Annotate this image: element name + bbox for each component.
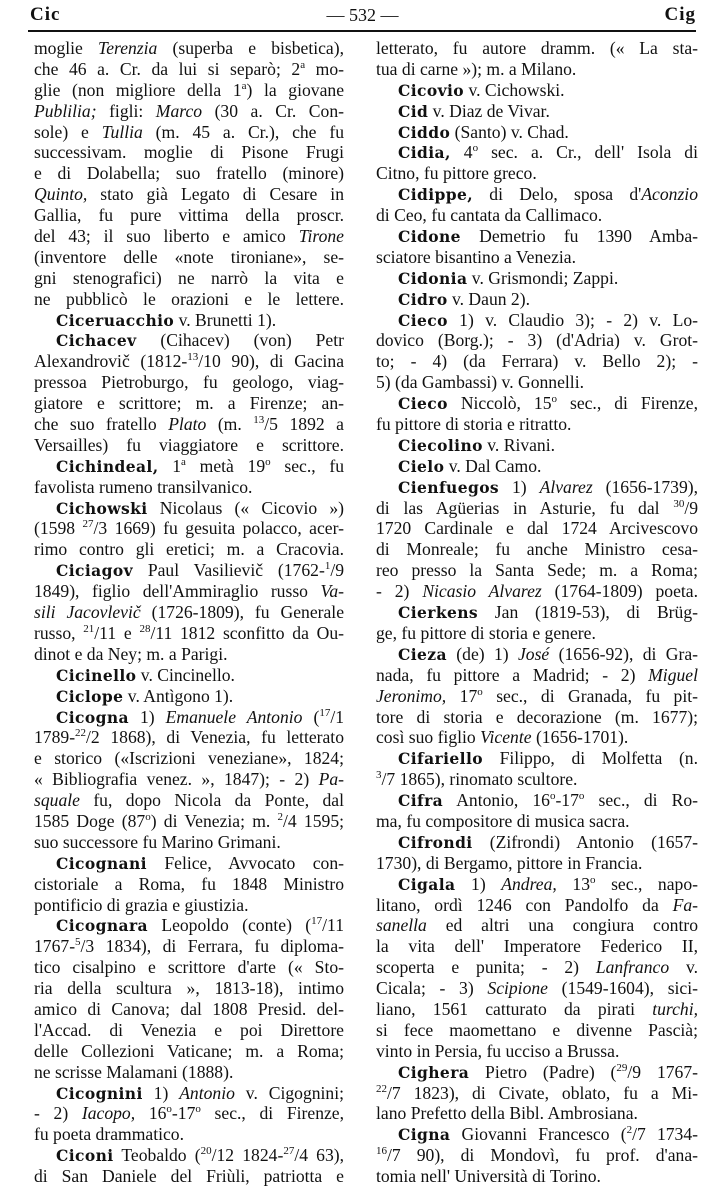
left-column-line: sole) e Tullia (m. 45 a. Cr.), che fu [34,121,344,142]
left-column-line: gni stenografici) ne narrò la vita e [34,267,344,288]
right-column-line: tore di storia e decorazione (m. 1677); [376,706,698,727]
right-column-line: $^{22}$/7 1823), di Civate, oblato, fu a Mi- [376,1082,698,1103]
left-column-line: Gallia, fu pure vittima della proscr. [34,205,344,226]
right-column-line: ma, fu compositore di musica sacra. [376,810,630,831]
right-column-line: litano, ordì 1246 con Pandolfo da Fa- [376,894,698,915]
left-column-line: che suo fratello Plato (m. $^{13}$/5 1892 a [34,414,344,435]
right-column-line: scoperta e punita; - 2) Lanfranco v. [376,957,698,978]
right-column-line: sciatore bisantino a Venezia. [376,246,576,267]
left-column-line: Versailles) fu viaggiatore e scrittore. [34,434,344,455]
left-column-line: Cichacev (Cihacev) (von) Petr [56,330,344,351]
right-column-line: si fece maomettano e divenne Pascià; [376,1019,698,1040]
right-column-line: fu pittore di storia e ritratto. [376,414,572,435]
left-column-line: di San Daniele del Friùli, patriotta e [34,1166,344,1187]
left-column-line: successivam. moglie di Pisone Frugi [34,142,344,163]
left-column-line: Cichowski Nicolaus (« Cicovio ») [56,497,344,518]
left-column-line: squale fu, dopo Nicola da Ponte, dal [34,790,344,811]
right-column-line: Cidro v. Daun 2). [398,288,530,309]
left-column-line: dinot e da Ney; m. a Parigi. [34,643,228,664]
left-column-line: Alexandrovič (1812-$^{13}$/10 90), di Gacina [34,351,345,372]
left-column-line: amico di Canova; dal 1808 Presid. del- [34,998,344,1019]
right-column-line: così suo figlio Vicente (1656-1701). [376,727,629,748]
left-guide-word: Cic [30,4,61,25]
right-column-line: tua di carne »); m. a Milano. [376,58,577,79]
right-column-line: di las Agüerias in Asturie, fu dal $^{30}$/9 [376,497,698,518]
left-column-line: (1598 $^{27}$/3 1669) fu gesuita polacco, acer- [34,518,344,539]
left-column-line: cistoriale a Roma, fu 1848 Ministro [34,873,344,894]
right-column-line: 1730), di Bergamo, pittore in Francia. [376,852,643,873]
right-column-line: Cielo v. Dal Camo. [398,455,542,476]
right-column-line: Cierkens Jan (1819-53), di Brüg- [398,602,698,623]
right-column-line: vinto in Persia, fu ucciso a Brussa. [376,1040,620,1061]
left-column-line: Cichindeal, 1$^a$ metà 19$^o$ sec., fu [56,455,344,476]
left-column-line: del 43; il suo liberto e amico Tirone [34,226,344,247]
left-column-line: moglie Terenzia (superba e bisbetica), [34,38,344,58]
left-column-line: pressoa Pietroburgo, fu geologo, viag- [34,372,344,393]
right-column-line: Ciddo (Santo) v. Chad. [398,121,569,142]
right-column-line: Cidia, 4$^o$ sec. a. Cr., dell' Isola di [398,142,698,163]
left-column-line: sili Jacovlevič (1726-1809), fu Generale [34,602,345,623]
left-column-line: ne pubblicò le orazioni e le lettere. [34,288,344,309]
left-column-line: Cicinello v. Cincinello. [56,664,235,685]
left-column-line: Ciceruacchio v. Brunetti 1). [56,309,277,330]
left-column-line: glie (non migliore della 1$^a$) la giovane [34,79,345,100]
right-column-line: Jeronimo, 17$^o$ sec., di Granada, fu pit- [376,685,698,706]
left-column-line: Cicogna 1) Emanuele Antonio ($^{17}$/1 [56,706,344,727]
right-column-line: Cieco Niccolò, 15$^o$ sec., di Firenze, [398,393,699,414]
right-column-line: reo presso la Santa Sede; m. a Roma; [376,560,698,581]
page-number: — 532 — [326,4,399,25]
right-guide-word: Cig [664,4,696,25]
right-column-line: Cifrondi (Zifrondi) Antonio (1657- [398,831,698,852]
right-column-line: Cidone Demetrio fu 1390 Amba- [398,226,698,247]
left-column-line: - 2) Iacopo, 16$^o$-17$^o$ sec., di Firenze, [34,1103,345,1124]
left-column-line: Ciconi Teobaldo ($^{20}$/12 1824-$^{27}$/4 63), [56,1145,344,1166]
left-column-line: Ciciagov Paul Vasilievič (1762-$^1$/9 [56,560,344,581]
left-column-line: fu poeta drammatico. [34,1124,184,1145]
right-column-line: Ciecolino v. Rivani. [398,434,556,455]
right-column-line: liano, 1561 catturato da pirati turchi, [376,998,698,1019]
left-column-line: pontificio di grazia e giustizia. [34,894,249,915]
left-column-line: Ciclope v. Antìgono 1). [56,685,234,706]
right-column-line: lano Prefetto della Bibl. Ambrosiana. [376,1103,638,1124]
right-column-line: dovico (Borg.); - 3) (d'Adria) v. Grot- [376,330,698,351]
right-column-line: Cicovio v. Cichowski. [398,79,565,100]
right-column-line: Cifra Antonio, 16$^o$-17$^o$ sec., di Ro- [398,790,698,811]
right-column-line: Cienfuegos 1) Alvarez (1656-1739), [398,476,698,497]
right-column-line: 1720 Cardinale e dal 1724 Arcivescovo [376,518,698,539]
left-column-line: (inventore delle «note tironiane», se- [34,246,344,267]
right-column-line: Cifariello Filippo, di Molfetta (n. [398,748,698,769]
left-column-line: Cicognani Felice, Avvocato con- [56,852,344,873]
left-column-line: tico cisalpino e scrittore d'arte (« Sto- [34,957,344,978]
right-column-line: di Monreale; fu anche Ministro cesa- [376,539,698,560]
right-column-line: Citno, fu pittore greco. [376,163,537,184]
left-column-line: « Bibliografia venez. », 1847); - 2) Pa- [34,769,344,790]
right-column-line: Cieco 1) v. Claudio 3); - 2) v. Lo- [398,309,698,330]
right-column-line: letterato, fu autore dramm. (« La sta- [376,38,698,58]
left-column-line: delle Collezioni Vaticane; m. a Roma; [34,1040,344,1061]
right-column-line: Cigala 1) Andrea, 13$^o$ sec., napo- [398,873,698,894]
right-column-line: tomia nell' Università di Torino. [376,1166,601,1187]
left-column-line: 1767-$^5$/3 1834), di Ferrara, fu diploma- [34,936,344,957]
right-column [376,38,698,1187]
running-header [30,2,696,28]
right-column-line: ge, fu pittore di storia e genere. [376,622,596,643]
left-column-line: l'Accad. di Venezia e poi Direttore [34,1019,344,1040]
left-column-line: rimo contro gli eretici; m. a Cracovia. [34,539,344,560]
right-column-line: Cigna Giovanni Francesco ($^2$/7 1734- [398,1124,698,1145]
right-column-line: 5) (da Gambassi) v. Gonnelli. [376,372,584,393]
left-column-line: che 46 a. Cr. da lui si separò; 2$^a$ mo- [34,58,344,79]
right-column-line: to; - 4) (da Ferrara) v. Bello 2); - [376,351,698,372]
left-column-line: ne scrisse Malamani (1888). [34,1061,234,1082]
left-column-line: giatore e scrittore; m. a Firenze; an- [34,393,344,414]
left-column-line: Cicognini 1) Antonio v. Cigognini; [56,1082,344,1103]
right-column-line: Cighera Pietro (Padre) ($^{29}$/9 1767- [398,1061,699,1082]
right-column-line: Cicala; - 3) Scipione (1549-1604), sici- [376,978,698,999]
left-column-line: suo successore fu Marino Grimani. [34,831,281,852]
left-column-line: russo, $^{21}$/11 e $^{28}$/11 1812 sconfitto da Ou- [34,622,344,643]
right-column-line: Cidonia v. Grismondi; Zappi. [398,267,619,288]
left-column-line: Publilia; figli: Marco (30 a. Cr. Con- [34,100,344,121]
left-column-line: e di Dolabella; suo fratello (minore) [34,163,344,184]
left-column [34,38,344,1187]
left-column-line: 1585 Doge (87$^o$) di Venezia; m. $^2$/4 1595; [34,810,345,831]
right-column-line: sanella ed altri una congiura contro [376,915,698,936]
right-column-line: $^3$/7 1865), rinomato scultore. [376,769,578,790]
right-column-line: nada, fu pittore a Madrid; - 2) Miguel [376,664,698,685]
right-column-line: $^{16}$/7 90), di Mondovì, fu prof. d'ana- [376,1145,698,1166]
right-column-line: Cid v. Diaz de Vivar. [398,100,550,121]
header-rule [28,30,696,32]
left-column-line: e storico («Iscrizioni veneziane», 1824; [34,748,344,769]
right-column-line: Cidippe, di Delo, sposa d'Aconzio [398,184,698,205]
left-column-line: Cicognara Leopoldo (conte) ($^{17}$/11 [56,915,344,936]
right-column-line: - 2) Nicasio Alvarez (1764-1809) poeta. [376,581,698,602]
left-column-line: ria della scultura », 1813-18), intimo [34,978,344,999]
right-column-line: di Ceo, fu cantata da Callimaco. [376,205,603,226]
right-column-line: la vita dell' Imperatore Federico II, [376,936,698,957]
left-column-line: Quinto, stato già Legato di Cesare in [34,184,344,205]
left-column-line: 1849), figlio dell'Ammiraglio russo Va- [34,581,344,602]
right-column-line: Cieza (de) 1) José (1656-92), di Gra- [398,643,698,664]
left-column-line: 1789-$^{22}$/2 1868), di Venezia, fu letterato [34,727,344,748]
left-column-line: favolista rumeno transilvanico. [34,476,253,497]
